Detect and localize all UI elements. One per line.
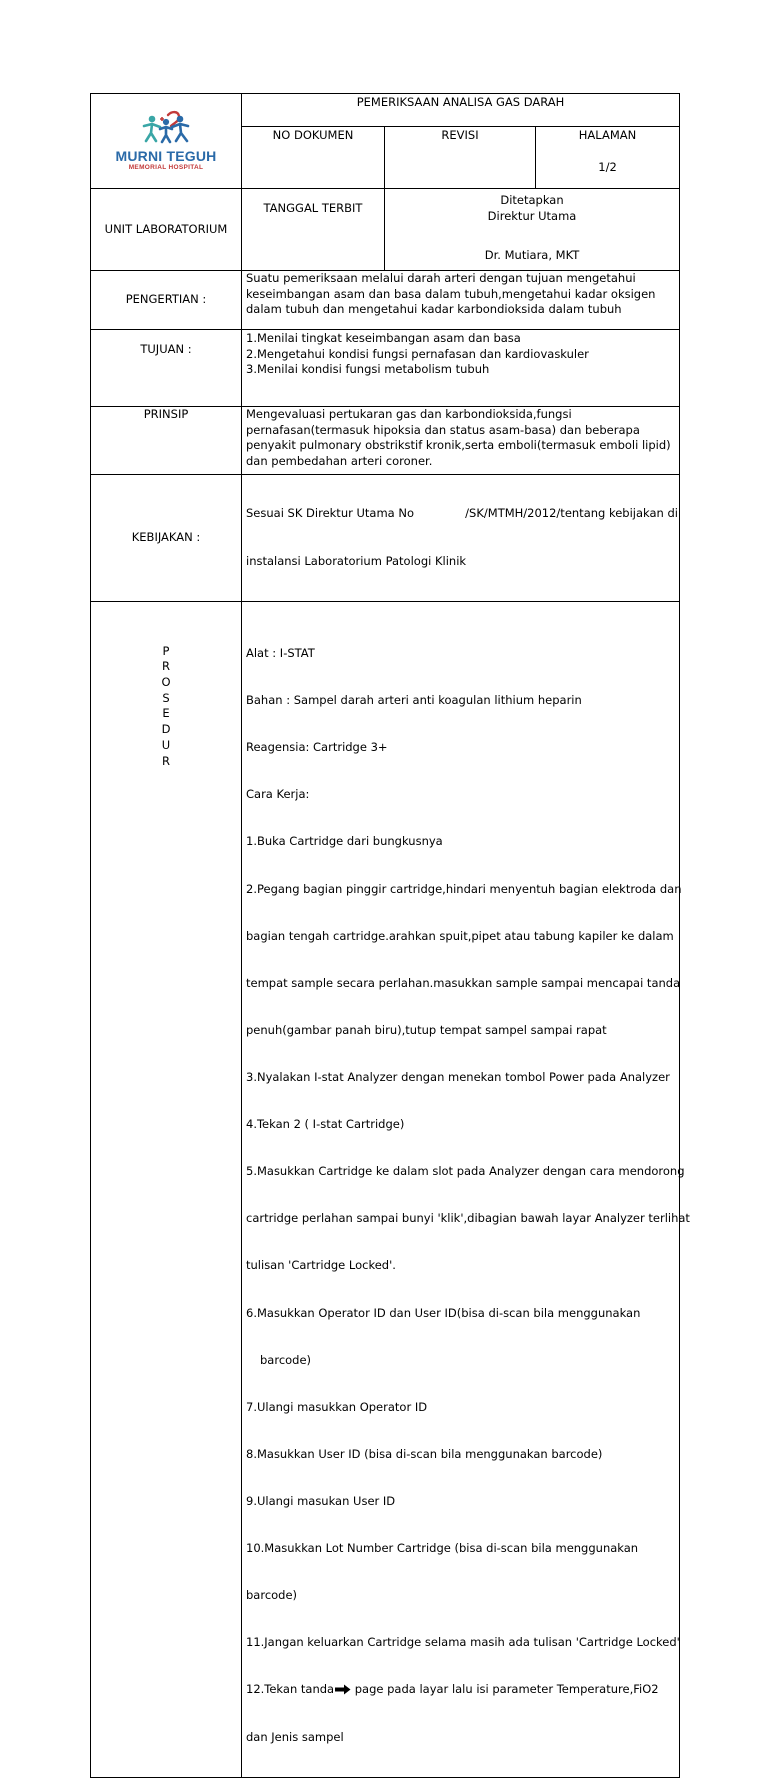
prosedur-letter: U — [161, 737, 171, 752]
pengertian-label-cell — [91, 271, 242, 330]
no-dokumen-label: NO DOKUMEN — [272, 128, 354, 142]
halaman-value: 1/2 — [598, 159, 617, 174]
pengertian-line: Suatu pemeriksaan melalui darah arteri dengan tujuan mengetahui — [246, 271, 636, 285]
pengertian-content — [242, 271, 680, 330]
prinsip-label: PRINSIP — [143, 407, 189, 421]
prosedur-letter: D — [161, 722, 171, 737]
logo-figures-icon — [138, 110, 194, 144]
prosedur-line: tempat sample secara perlahan.masukkan sample sampai mencapai tanda — [246, 975, 681, 990]
prosedur-line: 2.Pegang bagian pinggir cartridge,hindari menyentuh bagian elektroda dan — [246, 881, 682, 896]
pengertian-label: PENGERTIAN : — [125, 292, 207, 307]
sop-table — [90, 93, 690, 1778]
ditetapkan-cell — [385, 189, 680, 271]
pengertian-line: dalam tubuh dan mengetahui kadar karbondioksida dalam tubuh — [246, 302, 622, 317]
tujuan-line: 1.Menilai tingkat keseimbangan asam dan basa — [246, 331, 521, 345]
prosedur-line: Bahan : Sampel darah arteri anti koagulan lithium heparin — [246, 693, 582, 708]
hospital-subtitle: MEMORIAL HOSPITAL — [128, 163, 204, 171]
tanggal-terbit-cell — [242, 189, 385, 271]
direktur-label: Direktur Utama — [487, 208, 577, 223]
prosedur-content — [242, 601, 690, 1777]
prosedur-line: 8.Masukkan User ID (bisa di-scan bila menggunakan barcode) — [246, 1446, 603, 1461]
prosedur-line: 1.Buka Cartridge dari bungkusnya — [246, 834, 443, 849]
prosedur-line: Cara Kerja: — [246, 787, 310, 802]
tujuan-content — [242, 330, 680, 407]
prosedur-line: dan Jenis sampel — [246, 1729, 344, 1744]
hospital-name: MURNI TEGUH — [115, 147, 217, 164]
halaman-cell — [536, 127, 680, 189]
pengertian-line: keseimbangan asam dan basa dalam tubuh,mengetahui kadar oksigen — [246, 286, 656, 301]
hospital-logo — [91, 110, 241, 172]
prosedur-letter: P — [162, 643, 170, 658]
arrow-right-icon — [334, 1684, 351, 1695]
tujuan-line: 2.Mengetahui kondisi fungsi pernafasan dan kardiovaskuler — [246, 346, 589, 361]
kebijakan-label-cell — [91, 475, 242, 602]
document-title: PEMERIKSAAN ANALISA GAS DARAH — [356, 95, 565, 109]
prosedur-letter: R — [162, 753, 170, 768]
prosedur-line: bagian tengah cartridge.arahkan spuit,pipet atau tabung kapiler ke dalam — [246, 928, 674, 943]
prosedur-line: 7.Ulangi masukkan Operator ID — [246, 1399, 428, 1414]
prosedur-line: 10.Masukkan Lot Number Cartridge (bisa di-scan bila menggunakan — [246, 1541, 639, 1556]
revisi-cell — [385, 127, 536, 189]
kebijakan-content — [242, 475, 680, 602]
unit-name: UNIT LABORATORIUM — [104, 221, 228, 236]
prinsip-line: penyakit pulmonary obstrikstif kronik,serta emboli(termasuk emboli lipid) — [246, 438, 671, 453]
halaman-label: HALAMAN — [578, 128, 637, 142]
prosedur-line: Reagensia: Cartridge 3+ — [246, 740, 388, 755]
prosedur-line: barcode) — [260, 1352, 312, 1367]
prinsip-content — [242, 407, 680, 475]
prosedur-letter: E — [162, 706, 170, 721]
kebijakan-label: KEBIJAKAN : — [131, 529, 201, 544]
prosedur-line: 6.Masukkan Operator ID dan User ID(bisa di-scan bila menggunakan — [246, 1305, 641, 1320]
tujuan-line: 3.Menilai kondisi fungsi metabolism tubuh — [246, 362, 490, 377]
kebijakan-line: instalansi Laboratorium Patologi Klinik — [246, 553, 467, 568]
prosedur-line: tulisan 'Cartridge Locked'. — [246, 1258, 396, 1273]
document-title-cell — [242, 94, 680, 127]
prosedur-line: 11.Jangan keluarkan Cartridge selama masih ada tulisan 'Cartridge Locked' — [246, 1635, 680, 1650]
prosedur-line: cartridge perlahan sampai bunyi 'klik',dibagian bawah layar Analyzer terlihat — [246, 1211, 690, 1226]
prosedur-line: 3.Nyalakan I-stat Analyzer dengan menekan tombol Power pada Analyzer — [246, 1070, 670, 1085]
prinsip-label-cell — [91, 407, 242, 475]
prosedur-line: barcode) — [246, 1588, 298, 1603]
step12-text-after: page pada layar lalu isi parameter Temperature,FiO2 — [351, 1682, 659, 1697]
prosedur-letter: R — [162, 659, 170, 674]
prosedur-line: Alat : I-STAT — [246, 646, 315, 661]
prosedur-line: penuh(gambar panah biru),tutup tempat sampel sampai rapat — [246, 1022, 607, 1037]
prosedur-label-cell — [91, 601, 242, 1777]
no-dokumen-cell — [242, 127, 385, 189]
kebijakan-line: Sesuai SK Direktur Utama No /SK/MTMH/2012/tentang kebijakan di — [246, 506, 678, 521]
prinsip-line: dan pembedahan arteri coroner. — [246, 454, 433, 469]
prosedur-line: 4.Tekan 2 ( I-stat Cartridge) — [246, 1117, 405, 1132]
prosedur-line: 9.Ulangi masukan User ID — [246, 1494, 396, 1508]
tujuan-label: TUJUAN : — [140, 342, 192, 356]
tanggal-terbit-label: TANGGAL TERBIT — [263, 201, 363, 215]
prosedur-letter: O — [161, 675, 171, 690]
hospital-logo-cell — [91, 94, 242, 189]
ditetapkan-label: Ditetapkan — [500, 193, 564, 207]
sop-document — [90, 93, 690, 1778]
prosedur-line: 5.Masukkan Cartridge ke dalam slot pada Analyzer dengan cara mendorong — [246, 1164, 685, 1179]
unit-cell — [91, 189, 242, 271]
revisi-label: REVISI — [441, 128, 479, 142]
tujuan-label-cell — [91, 330, 242, 407]
prinsip-line: pernafasan(termasuk hipoksia dan status asam-basa) dan beberapa — [246, 422, 640, 437]
prosedur-step-12 — [246, 1682, 675, 1698]
step12-text-before: 12.Tekan tanda — [246, 1682, 335, 1697]
signatory-name: Dr. Mutiara, MKT — [484, 248, 580, 263]
prinsip-line: Mengevaluasi pertukaran gas dan karbondioksida,fungsi — [246, 407, 572, 421]
prosedur-letter: S — [162, 690, 170, 705]
